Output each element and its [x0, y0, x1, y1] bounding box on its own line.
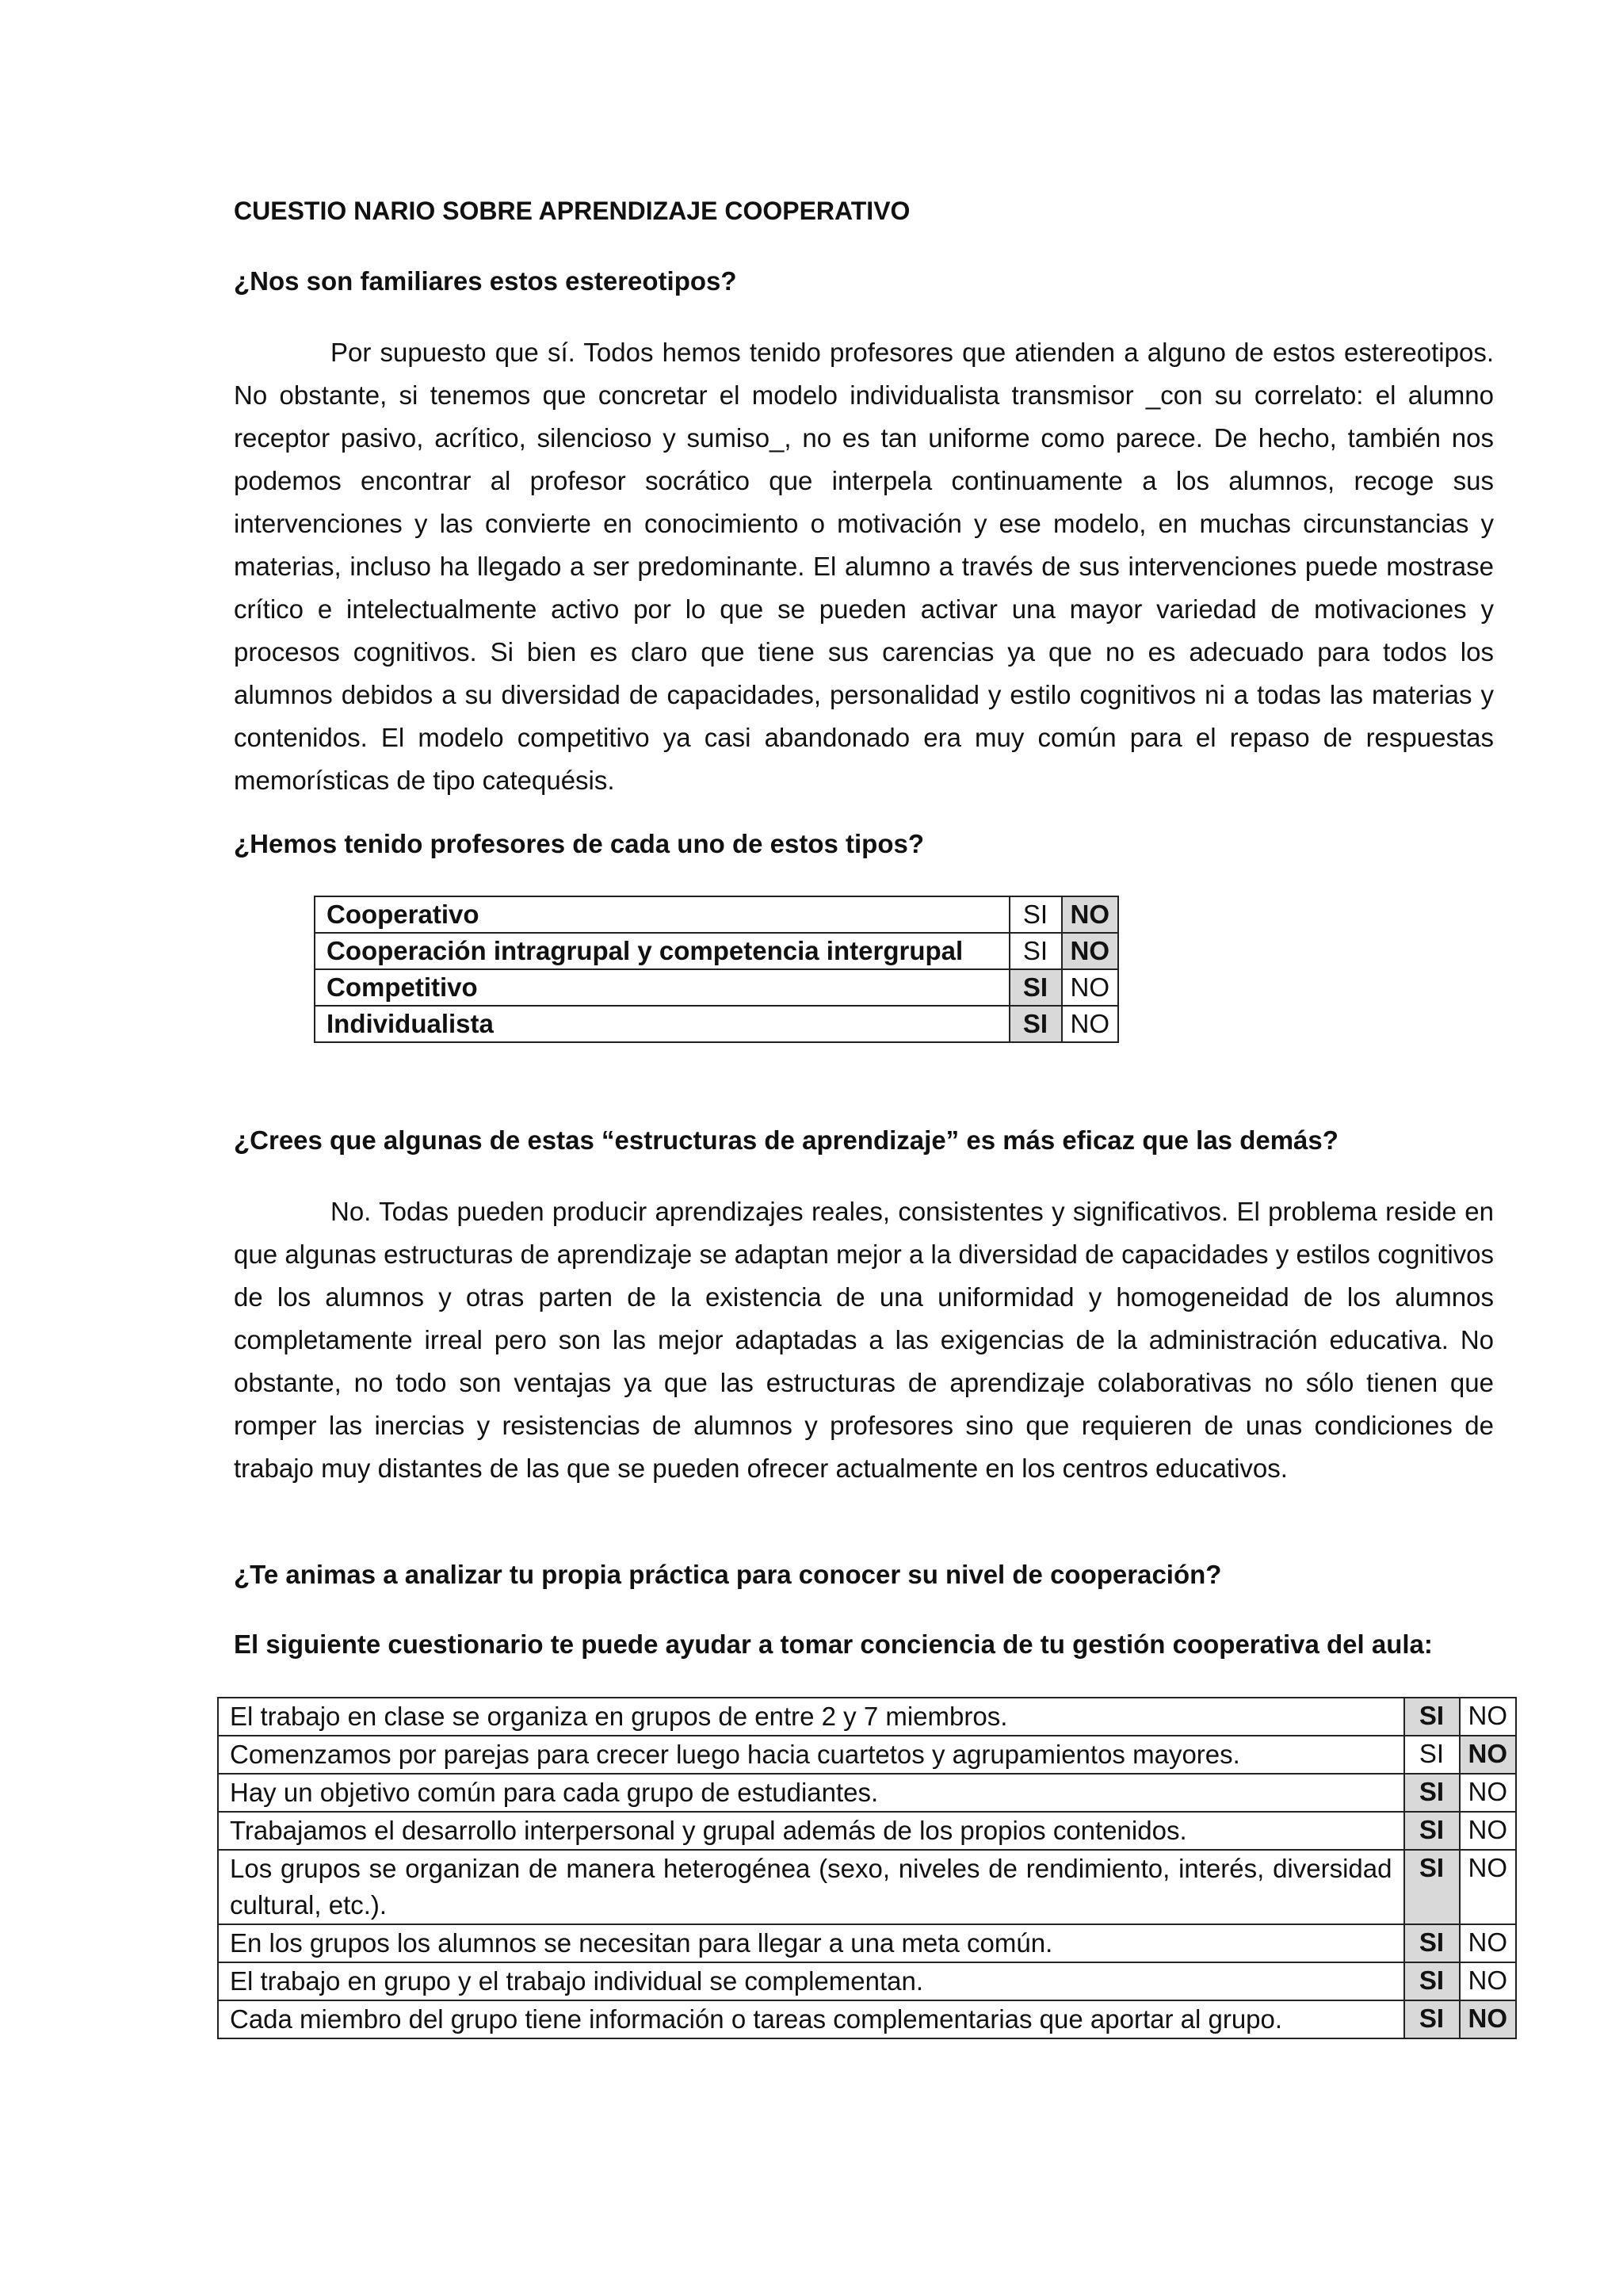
document-title: CUESTIO NARIO SOBRE APRENDIZAJE COOPERATIVO: [234, 197, 911, 225]
teacher-type-label: Cooperación intragrupal y competencia intergrupal: [315, 933, 1010, 969]
checklist-statement: Comenzamos por parejas para crecer luego hacia cuartetos y agrupamientos mayores.: [218, 1736, 1404, 1774]
question-teacher-types: ¿Hemos tenido profesores de cada uno de estos tipos?: [234, 829, 924, 858]
teacher-type-row: [315, 933, 1118, 969]
answer-learning-structures: [234, 1190, 1494, 1490]
teacher-type-label: Competitivo: [315, 969, 1010, 1006]
checklist-row: [218, 1774, 1516, 1812]
answer-no-cell: NO: [1460, 1812, 1517, 1850]
answer-stereotypes-text: Por supuesto que sí. Todos hemos tenido profesores que atienden a alguno de estos estereotipos. No obstante, si tenemos que concretar el modelo individualista transmisor _con su correlato: el alumno receptor pasivo, acrítico, silencioso y sumiso_, no es tan uniforme como parece. De hecho, también nos podemos encontrar al profesor socrático que interpela continuamente a los alumnos, recoge sus intervenciones y las convierte en conocimiento o motivación y ese modelo, en muchas circunstancias y materias, incluso ha llegado a ser predominante. El alumno a través de sus intervenciones puede mostrase crítico e intelectualmente activo por lo que se pueden activar una mayor variedad de motivaciones y procesos cognitivos. Si bien es claro que tiene sus carencias ya que no es adecuado para todos los alumnos debidos a su diversidad de capacidades, personalidad y estilo cognitivos ni a todas las materias y contenidos. El modelo competitivo ya casi abandonado era muy común para el repaso de respuestas memorísticas de tipo catequésis.: [234, 338, 1494, 795]
checklist-row: [218, 1812, 1516, 1850]
answer-no-cell: NO: [1460, 1698, 1517, 1736]
answer-si-cell: SI: [1404, 2000, 1460, 2038]
answer-si-cell: SI: [1404, 1698, 1460, 1736]
teacher-types-table: [314, 896, 1119, 1043]
teacher-type-row: [315, 1006, 1118, 1042]
checklist-statement: Trabajamos el desarrollo interpersonal y grupal además de los propios contenidos.: [218, 1812, 1404, 1850]
answer-no-cell: NO: [1062, 1006, 1119, 1042]
answer-no-cell: NO: [1460, 1924, 1517, 1962]
answer-learning-structures-text: No. Todas pueden producir aprendizajes reales, consistentes y significativos. El problema reside en que algunas estructuras de aprendizaje se adaptan mejor a la diversidad de capacidades y estilos cognitivos de los alumnos y otras parten de la existencia de una uniformidad y homogeneidad de los alumnos completamente irreal pero son las mejor adaptadas a las exigencias de la administración educativa. No obstante, no todo son ventajas ya que las estructuras de aprendizaje colaborativas no sólo tienen que romper las inercias y resistencias de alumnos y profesores sino que requieren de unas condiciones de trabajo muy distantes de las que se pueden ofrecer actualmente en los centros educativos.: [234, 1197, 1494, 1483]
answer-no-cell: NO: [1460, 2000, 1517, 2038]
teacher-type-row: [315, 896, 1118, 933]
checklist-row: [218, 1924, 1516, 1962]
teacher-type-label: Cooperativo: [315, 896, 1010, 933]
question-own-practice: ¿Te animas a analizar tu propia práctica para conocer su nivel de cooperación?: [234, 1560, 1222, 1589]
checklist-row: [218, 2000, 1516, 2038]
checklist-row: [218, 1850, 1516, 1924]
checklist-row: [218, 1698, 1516, 1736]
answer-si-cell: SI: [1404, 1850, 1460, 1924]
answer-si-cell: SI: [1404, 1774, 1460, 1812]
answer-stereotypes: [234, 331, 1494, 802]
checklist-row: [218, 1736, 1516, 1774]
answer-no-cell: NO: [1460, 1962, 1517, 2000]
checklist-statement: Cada miembro del grupo tiene información o tareas complementarias que aportar al grupo.: [218, 2000, 1404, 2038]
checklist-statement: El trabajo en clase se organiza en grupos de entre 2 y 7 miembros.: [218, 1698, 1404, 1736]
answer-si-cell: SI: [1010, 933, 1062, 969]
answer-no-cell: NO: [1062, 896, 1119, 933]
answer-no-cell: NO: [1460, 1774, 1517, 1812]
cooperation-checklist-table: [217, 1697, 1517, 2039]
checklist-statement: En los grupos los alumnos se necesitan para llegar a una meta común.: [218, 1924, 1404, 1962]
answer-si-cell: SI: [1404, 1962, 1460, 2000]
question-stereotypes: ¿Nos son familiares estos estereotipos?: [234, 266, 737, 296]
checklist-statement: El trabajo en grupo y el trabajo individual se complementan.: [218, 1962, 1404, 2000]
answer-no-cell: NO: [1460, 1736, 1517, 1774]
teacher-type-label: Individualista: [315, 1006, 1010, 1042]
questionnaire-intro: El siguiente cuestionario te puede ayudar a tomar conciencia de tu gestión cooperativa del aula:: [234, 1629, 1433, 1659]
question-learning-structures: ¿Crees que algunas de estas “estructuras de aprendizaje” es más eficaz que las demás?: [234, 1125, 1338, 1155]
checklist-statement: Hay un objetivo común para cada grupo de estudiantes.: [218, 1774, 1404, 1812]
answer-si-cell: SI: [1010, 896, 1062, 933]
answer-si-cell: SI: [1404, 1812, 1460, 1850]
answer-si-cell: SI: [1404, 1924, 1460, 1962]
checklist-row: [218, 1962, 1516, 2000]
answer-no-cell: NO: [1062, 969, 1119, 1006]
teacher-type-row: [315, 969, 1118, 1006]
answer-no-cell: NO: [1062, 933, 1119, 969]
answer-si-cell: SI: [1010, 1006, 1062, 1042]
checklist-statement: Los grupos se organizan de manera heterogénea (sexo, niveles de rendimiento, interés, diversidad cultural, etc.).: [218, 1850, 1404, 1924]
answer-si-cell: SI: [1404, 1736, 1460, 1774]
answer-si-cell: SI: [1010, 969, 1062, 1006]
answer-no-cell: NO: [1460, 1850, 1517, 1924]
